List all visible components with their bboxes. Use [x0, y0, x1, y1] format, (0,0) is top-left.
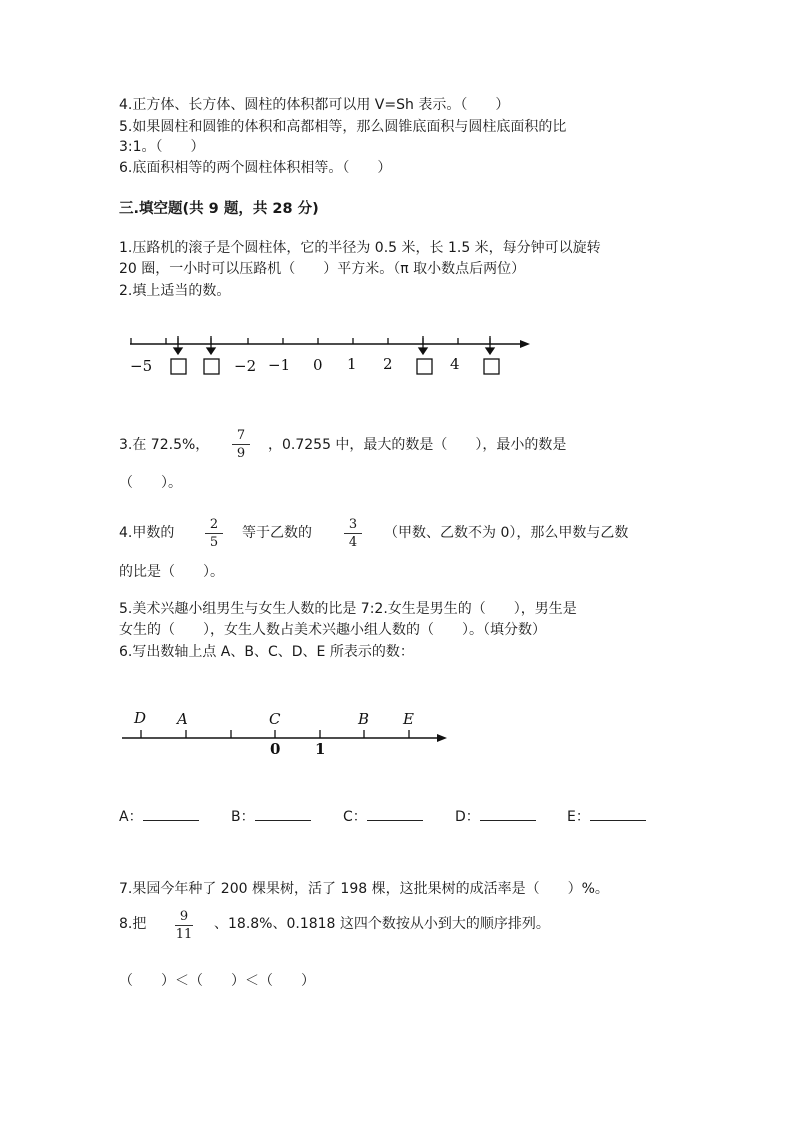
- fill-q8-answer: （ ）＜（ ）＜（ ）: [119, 973, 315, 989]
- tick-label-0: 0: [270, 740, 281, 758]
- fraction: 7 9: [229, 428, 253, 461]
- answer-blank-d[interactable]: [480, 806, 536, 821]
- judgment-q5-line2: 3:1。（ ）: [119, 139, 205, 155]
- answer-blank-b[interactable]: [255, 806, 311, 821]
- answer-c: C：: [343, 806, 423, 826]
- tick-label: 2: [383, 355, 393, 373]
- fill-q4-prefix: 4.甲数的: [119, 525, 175, 541]
- tick-label: 1: [347, 355, 357, 373]
- number-line-2: [118, 705, 458, 760]
- point-label-a: A: [177, 710, 188, 728]
- point-label-c: C: [269, 710, 281, 728]
- fill-q8-prefix: 8.把: [119, 916, 147, 932]
- point-label-b: B: [358, 710, 370, 728]
- tick-label: −2: [234, 357, 257, 375]
- answer-b: B：: [231, 806, 311, 826]
- answer-blank-a[interactable]: [143, 806, 199, 821]
- judgment-q5-line1: 5.如果圆柱和圆锥的体积和高都相等，那么圆锥底面积与圆柱底面积的比: [119, 119, 567, 135]
- section-heading: 三.填空题(共 9 题，共 28 分): [119, 201, 319, 217]
- answer-box: [417, 359, 432, 374]
- tick-label: −5: [130, 357, 153, 375]
- answer-a: A：: [119, 806, 199, 826]
- fraction: 3 4: [341, 517, 365, 550]
- fill-q6: 6.写出数轴上点 A、B、C、D、E 所表示的数：: [119, 644, 414, 660]
- answer-e: E：: [567, 806, 646, 826]
- fill-q3-line2: （ ）。: [119, 475, 182, 491]
- fill-q4-suffix: （甲数、乙数不为 0），那么甲数与乙数: [384, 525, 629, 541]
- fill-q2: 2.填上适当的数。: [119, 283, 231, 299]
- fraction: 2 5: [202, 517, 226, 550]
- tick-label: −1: [268, 356, 291, 374]
- fill-q7: 7.果园今年种了 200 棵果树，活了 198 棵，这批果树的成活率是（ ）%。: [119, 881, 609, 897]
- tick-label: 0: [313, 356, 323, 374]
- fill-q1-line2: 20 圈，一小时可以压路机（ ）平方米。（π 取小数点后两位）: [119, 261, 526, 277]
- fill-q4-line2: 的比是（ ）。: [119, 564, 224, 580]
- answer-box: [171, 359, 186, 374]
- answer-d: D：: [455, 806, 536, 826]
- point-label-e: E: [403, 710, 414, 728]
- fill-q3-suffix: ，0.7255 中，最大的数是（ ），最小的数是: [268, 437, 567, 453]
- fill-q5-line2: 女生的（ ），女生人数占美术兴趣小组人数的（ ）。（填分数）: [119, 622, 546, 638]
- fill-q4-mid: 等于乙数的: [242, 525, 312, 541]
- tick-label: 4: [450, 355, 460, 373]
- fill-q1-line1: 1.压路机的滚子是个圆柱体，它的半径为 0.5 米，长 1.5 米，每分钟可以旋转: [119, 240, 601, 256]
- point-label-d: D: [134, 709, 147, 727]
- answer-box: [204, 359, 219, 374]
- fill-q3-prefix: 3.在 72.5%，: [119, 437, 210, 453]
- fraction: 9 11: [175, 909, 193, 942]
- tick-label-1: 1: [315, 740, 326, 758]
- fill-q8-suffix: 、18.8%、0.1818 这四个数按从小到大的顺序排列。: [214, 916, 550, 932]
- fill-q5-line1: 5.美术兴趣小组男生与女生人数的比是 7:2.女生是男生的（ ），男生是: [119, 601, 577, 617]
- answer-blank-e[interactable]: [590, 806, 646, 821]
- judgment-q6: 6.底面积相等的两个圆柱体积相等。（ ）: [119, 160, 392, 176]
- judgment-q4: 4.正方体、长方体、圆柱的体积都可以用 V=Sh 表示。（ ）: [119, 97, 510, 113]
- arrow-down-icons: [174, 336, 494, 354]
- number-line-1: [118, 326, 538, 382]
- answer-box: [484, 359, 499, 374]
- answer-blank-c[interactable]: [367, 806, 423, 821]
